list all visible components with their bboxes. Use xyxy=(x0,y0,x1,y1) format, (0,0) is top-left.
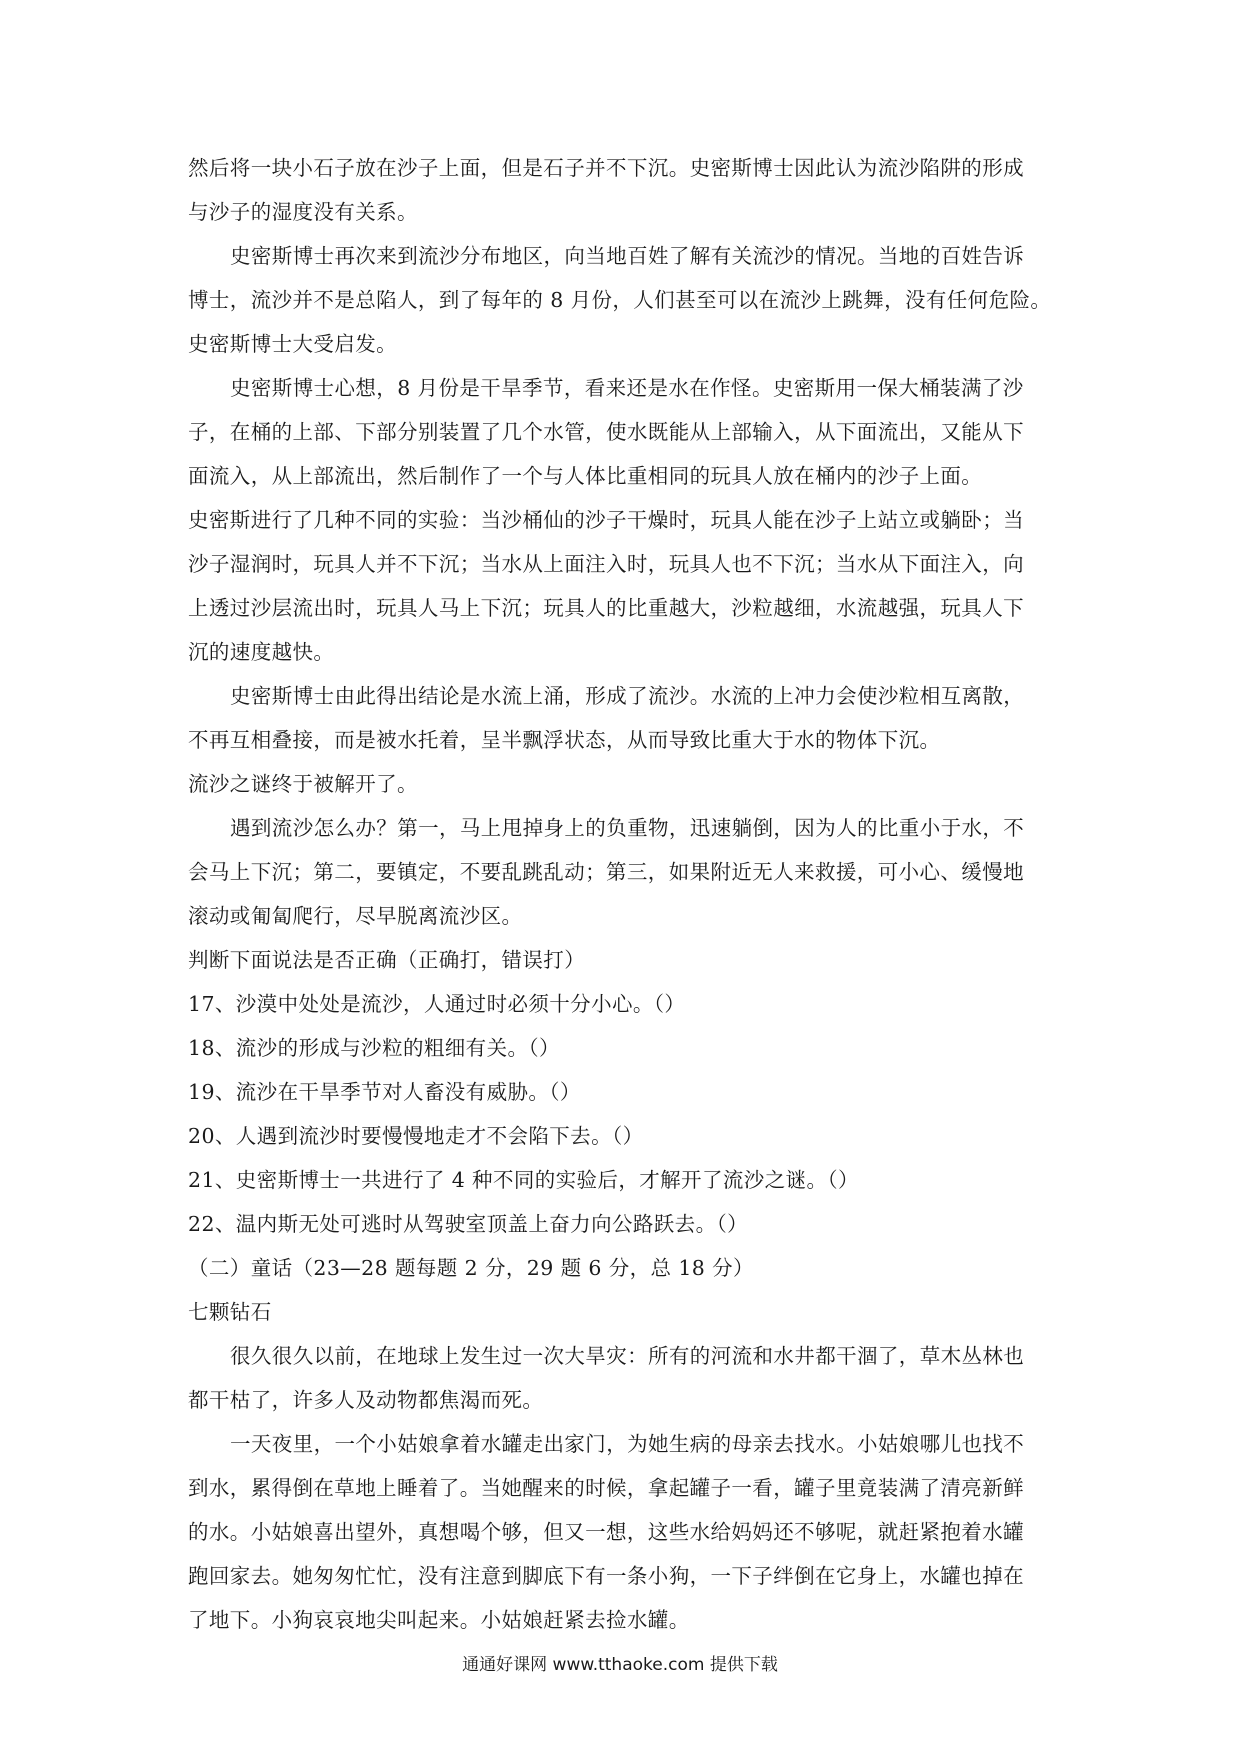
paragraph xyxy=(188,674,1058,762)
text-line: 遇到流沙怎么办？第一，马上甩掉身上的负重物，迅速躺倒，因为人的比重小于水，不 xyxy=(230,816,1025,840)
text-line: 然后将一块小石子放在沙子上面，但是石子并不下沉。史密斯博士因此认为流沙陷阱的形成 xyxy=(188,156,1024,180)
document-body xyxy=(188,146,1058,1642)
text-line: 七颗钻石 xyxy=(188,1300,272,1324)
paragraph xyxy=(188,1158,1058,1202)
text-line: 21、史密斯博士一共进行了 4 种不同的实验后，才解开了流沙之谜。（） xyxy=(188,1168,859,1192)
text-line: 子，在桶的上部、下部分别装置了几个水管，使水既能从上部输入，从下面流出，又能从下 xyxy=(188,420,1024,444)
text-line: 不再互相叠接，而是被水托着，呈半飘浮状态，从而导致比重大于水的物体下沉。 xyxy=(188,728,941,752)
text-line: 史密斯博士心想，8 月份是干旱季节，看来还是水在作怪。史密斯用一保大桶装满了沙 xyxy=(230,376,1024,400)
paragraph xyxy=(188,982,1058,1026)
text-line: 与沙子的湿度没有关系。 xyxy=(188,200,418,224)
text-line: 史密斯博士由此得出结论是水流上涌，形成了流沙。水流的上冲力会使沙粒相互离散， xyxy=(230,684,1025,708)
text-line: 面流入，从上部流出，然后制作了一个与人体比重相同的玩具人放在桶内的沙子上面。 xyxy=(188,464,983,488)
text-line: 史密斯博士再次来到流沙分布地区，向当地百姓了解有关流沙的情况。当地的百姓告诉 xyxy=(230,244,1025,268)
page-footer: 通通好课网 www.tthaoke.com 提供下载 xyxy=(462,1655,778,1675)
paragraph xyxy=(188,806,1058,938)
text-line: 史密斯博士大受启发。 xyxy=(188,332,397,356)
text-line: 判断下面说法是否正确（正确打，错误打） xyxy=(188,948,586,972)
text-line: 跑回家去。她匆匆忙忙，没有注意到脚底下有一条小狗，一下子绊倒在它身上，水罐也掉在 xyxy=(188,1564,1024,1588)
text-line: （二）童话（23—28 题每题 2 分，29 题 6 分，总 18 分） xyxy=(188,1256,754,1280)
text-line: 沙子湿润时，玩具人并不下沉；当水从上面注入时，玩具人也不下沉；当水从下面注入，向 xyxy=(188,552,1024,576)
paragraph xyxy=(188,146,1058,234)
paragraph xyxy=(188,366,1058,498)
paragraph xyxy=(188,762,1058,806)
text-line: 上透过沙层流出时，玩具人马上下沉；玩具人的比重越大，沙粒越细，水流越强，玩具人下 xyxy=(188,596,1024,620)
text-line: 沉的速度越快。 xyxy=(188,640,335,664)
text-line: 17、沙漠中处处是流沙，人通过时必须十分小心。（） xyxy=(188,992,686,1016)
text-line: 了地下。小狗哀哀地尖叫起来。小姑娘赶紧去捡水罐。 xyxy=(188,1608,690,1632)
text-line: 的水。小姑娘喜出望外，真想喝个够，但又一想，这些水给妈妈还不够呢，就赶紧抱着水罐 xyxy=(188,1520,1024,1544)
text-line: 博士，流沙并不是总陷人，到了每年的 8 月份，人们甚至可以在流沙上跳舞，没有任何危险。 xyxy=(188,288,1052,312)
paragraph xyxy=(188,498,1058,674)
paragraph xyxy=(188,1026,1058,1070)
text-line: 一天夜里，一个小姑娘拿着水罐走出家门，为她生病的母亲去找水。小姑娘哪儿也找不 xyxy=(230,1432,1025,1456)
paragraph xyxy=(188,1246,1058,1290)
text-line: 滚动或匍匐爬行，尽早脱离流沙区。 xyxy=(188,904,523,928)
text-line: 都干枯了，许多人及动物都焦渴而死。 xyxy=(188,1388,544,1412)
text-line: 很久很久以前，在地球上发生过一次大旱灾：所有的河流和水井都干涸了，草木丛林也 xyxy=(230,1344,1025,1368)
text-line: 到水，累得倒在草地上睡着了。当她醒来的时候，拿起罐子一看，罐子里竟装满了清亮新鲜 xyxy=(188,1476,1024,1500)
paragraph xyxy=(188,1290,1058,1334)
text-line: 史密斯进行了几种不同的实验：当沙桶仙的沙子干燥时，玩具人能在沙子上站立或躺卧；当 xyxy=(188,508,1024,532)
paragraph xyxy=(188,938,1058,982)
paragraph xyxy=(188,234,1058,366)
text-line: 20、人遇到流沙时要慢慢地走才不会陷下去。（） xyxy=(188,1124,644,1148)
paragraph xyxy=(188,1114,1058,1158)
text-line: 流沙之谜终于被解开了。 xyxy=(188,772,418,796)
paragraph xyxy=(188,1422,1058,1642)
text-line: 19、流沙在干旱季节对人畜没有威胁。（） xyxy=(188,1080,581,1104)
text-line: 会马上下沉；第二，要镇定，不要乱跳乱动；第三，如果附近无人来救援，可小心、缓慢地 xyxy=(188,860,1024,884)
paragraph xyxy=(188,1070,1058,1114)
paragraph xyxy=(188,1202,1058,1246)
text-line: 22、温内斯无处可逃时从驾驶室顶盖上奋力向公路跃去。（） xyxy=(188,1212,749,1236)
paragraph xyxy=(188,1334,1058,1422)
text-line: 18、流沙的形成与沙粒的粗细有关。（） xyxy=(188,1036,560,1060)
